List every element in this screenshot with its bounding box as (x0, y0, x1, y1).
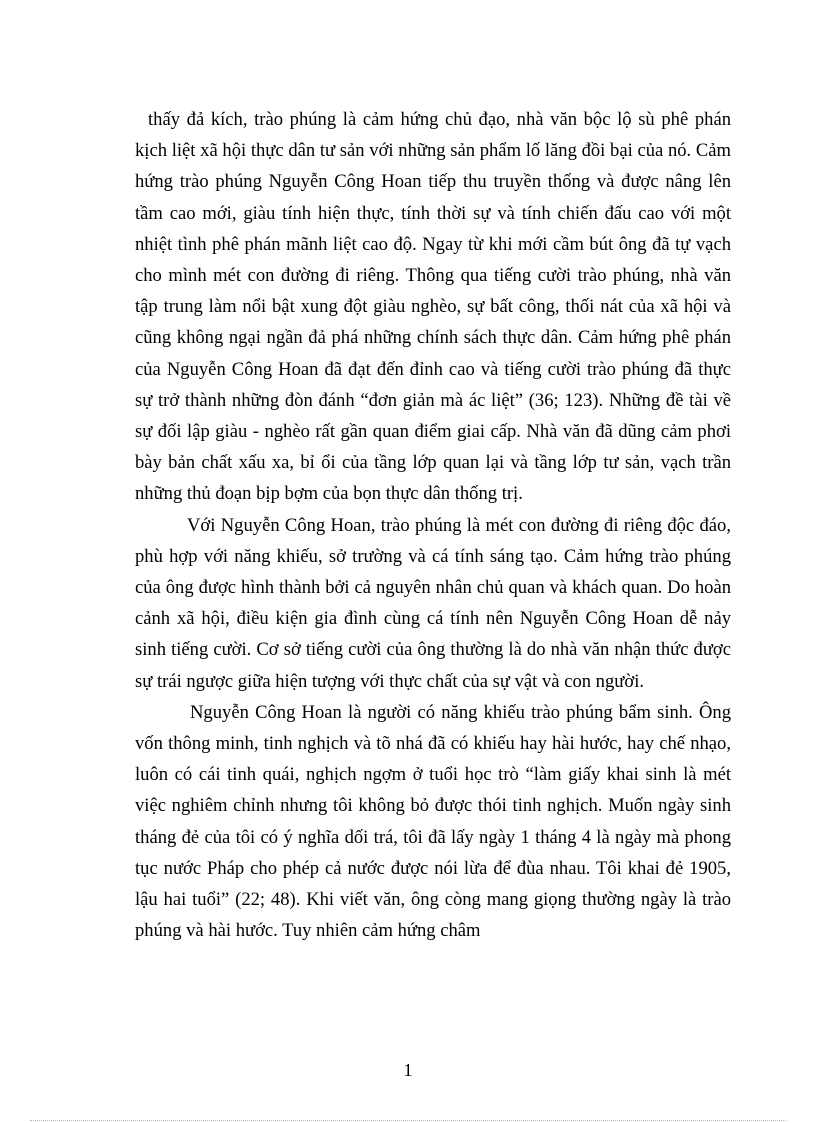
body-text (135, 104, 731, 946)
page-number: 1 (403, 1060, 413, 1080)
page-bottom-divider (30, 1120, 786, 1121)
paragraph-2: Với Nguyễn Công Hoan, trào phúng là mét con đường đi riêng độc đáo, phù hợp với năng khiếu, sở trường và cá tính sáng tạo. Cảm hứng trào phúng của ông được hình thành bởi cả nguyên nhân chủ quan và khách quan. Do hoàn cảnh xã hội, điều kiện gia đình cùng cá tính nên Nguyễn Công Hoan dễ nảy sinh tiếng cười. Cơ sở tiếng cười của ông thường là do nhà văn nhận thức được sự trái ngược giữa hiện tượng với thực chất của sự vật và con người. (135, 514, 731, 692)
paragraph-1: thấy đả kích, trào phúng là cảm hứng chủ đạo, nhà văn bộc lộ sù phê phán kịch liệt xã hội thực dân tư sản với những sản phẩm lố lăng đồi bại của nó. Cảm hứng trào phúng Nguyễn Công Hoan tiếp thu truyền thống và được nâng lên tầm cao mới, giàu tính hiện thực, tính thời sự và tính chiến đấu cao với một nhiệt tình phê phán mãnh liệt cao độ. Ngay từ khi mới cầm bút ông đã tự vạch cho mình mét con đường đi riêng. Thông qua tiếng cười trào phúng, nhà văn tập trung làm nổi bật xung đột giàu nghèo, sự bất công, thối nát của xã hội và cũng không ngại ngần đả phá những chính sách thực dân. Cảm hứng phê phán của Nguyễn Công Hoan đã đạt đến đỉnh cao và tiếng cười trào phúng đã thực sự trở thành những đòn đánh “đơn giản mà ác liệt” (36; 123). Những đề tài về sự đối lập giàu - nghèo rất gần quan điểm giai cấp. Nhà văn đã dũng cảm phơi bày bản chất xấu xa, bỉ ổi của tầng lớp quan lại và tầng lớp tư sản, vạch trần những thủ đoạn bịp bợm của bọn thực dân thống trị. (135, 109, 731, 505)
paragraph-3: Nguyễn Công Hoan là người có năng khiếu trào phúng bẩm sinh. Ông vốn thông minh, tinh nghịch và tõ nhá đã có khiếu hay hài hước, hay chế nhạo, luôn có cái tinh quái, nghịch ngợm ở tuổi học trò “làm giấy khai sinh là mét việc nghiêm chỉnh nhưng tôi không bỏ được thói tinh nghịch. Muốn ngày sinh tháng đẻ của tôi có ý nghĩa dối trá, tôi đã lấy ngày 1 tháng 4 là ngày mà phong tục nước Pháp cho phép cả nước được nói lừa để đùa nhau. Tôi khai đẻ 1905, lậu hai tuổi” (22; 48). Khi viết văn, ông còng mang giọng thường ngày là trào phúng và hài hước. Tuy nhiên cảm hứng châm (135, 701, 731, 942)
